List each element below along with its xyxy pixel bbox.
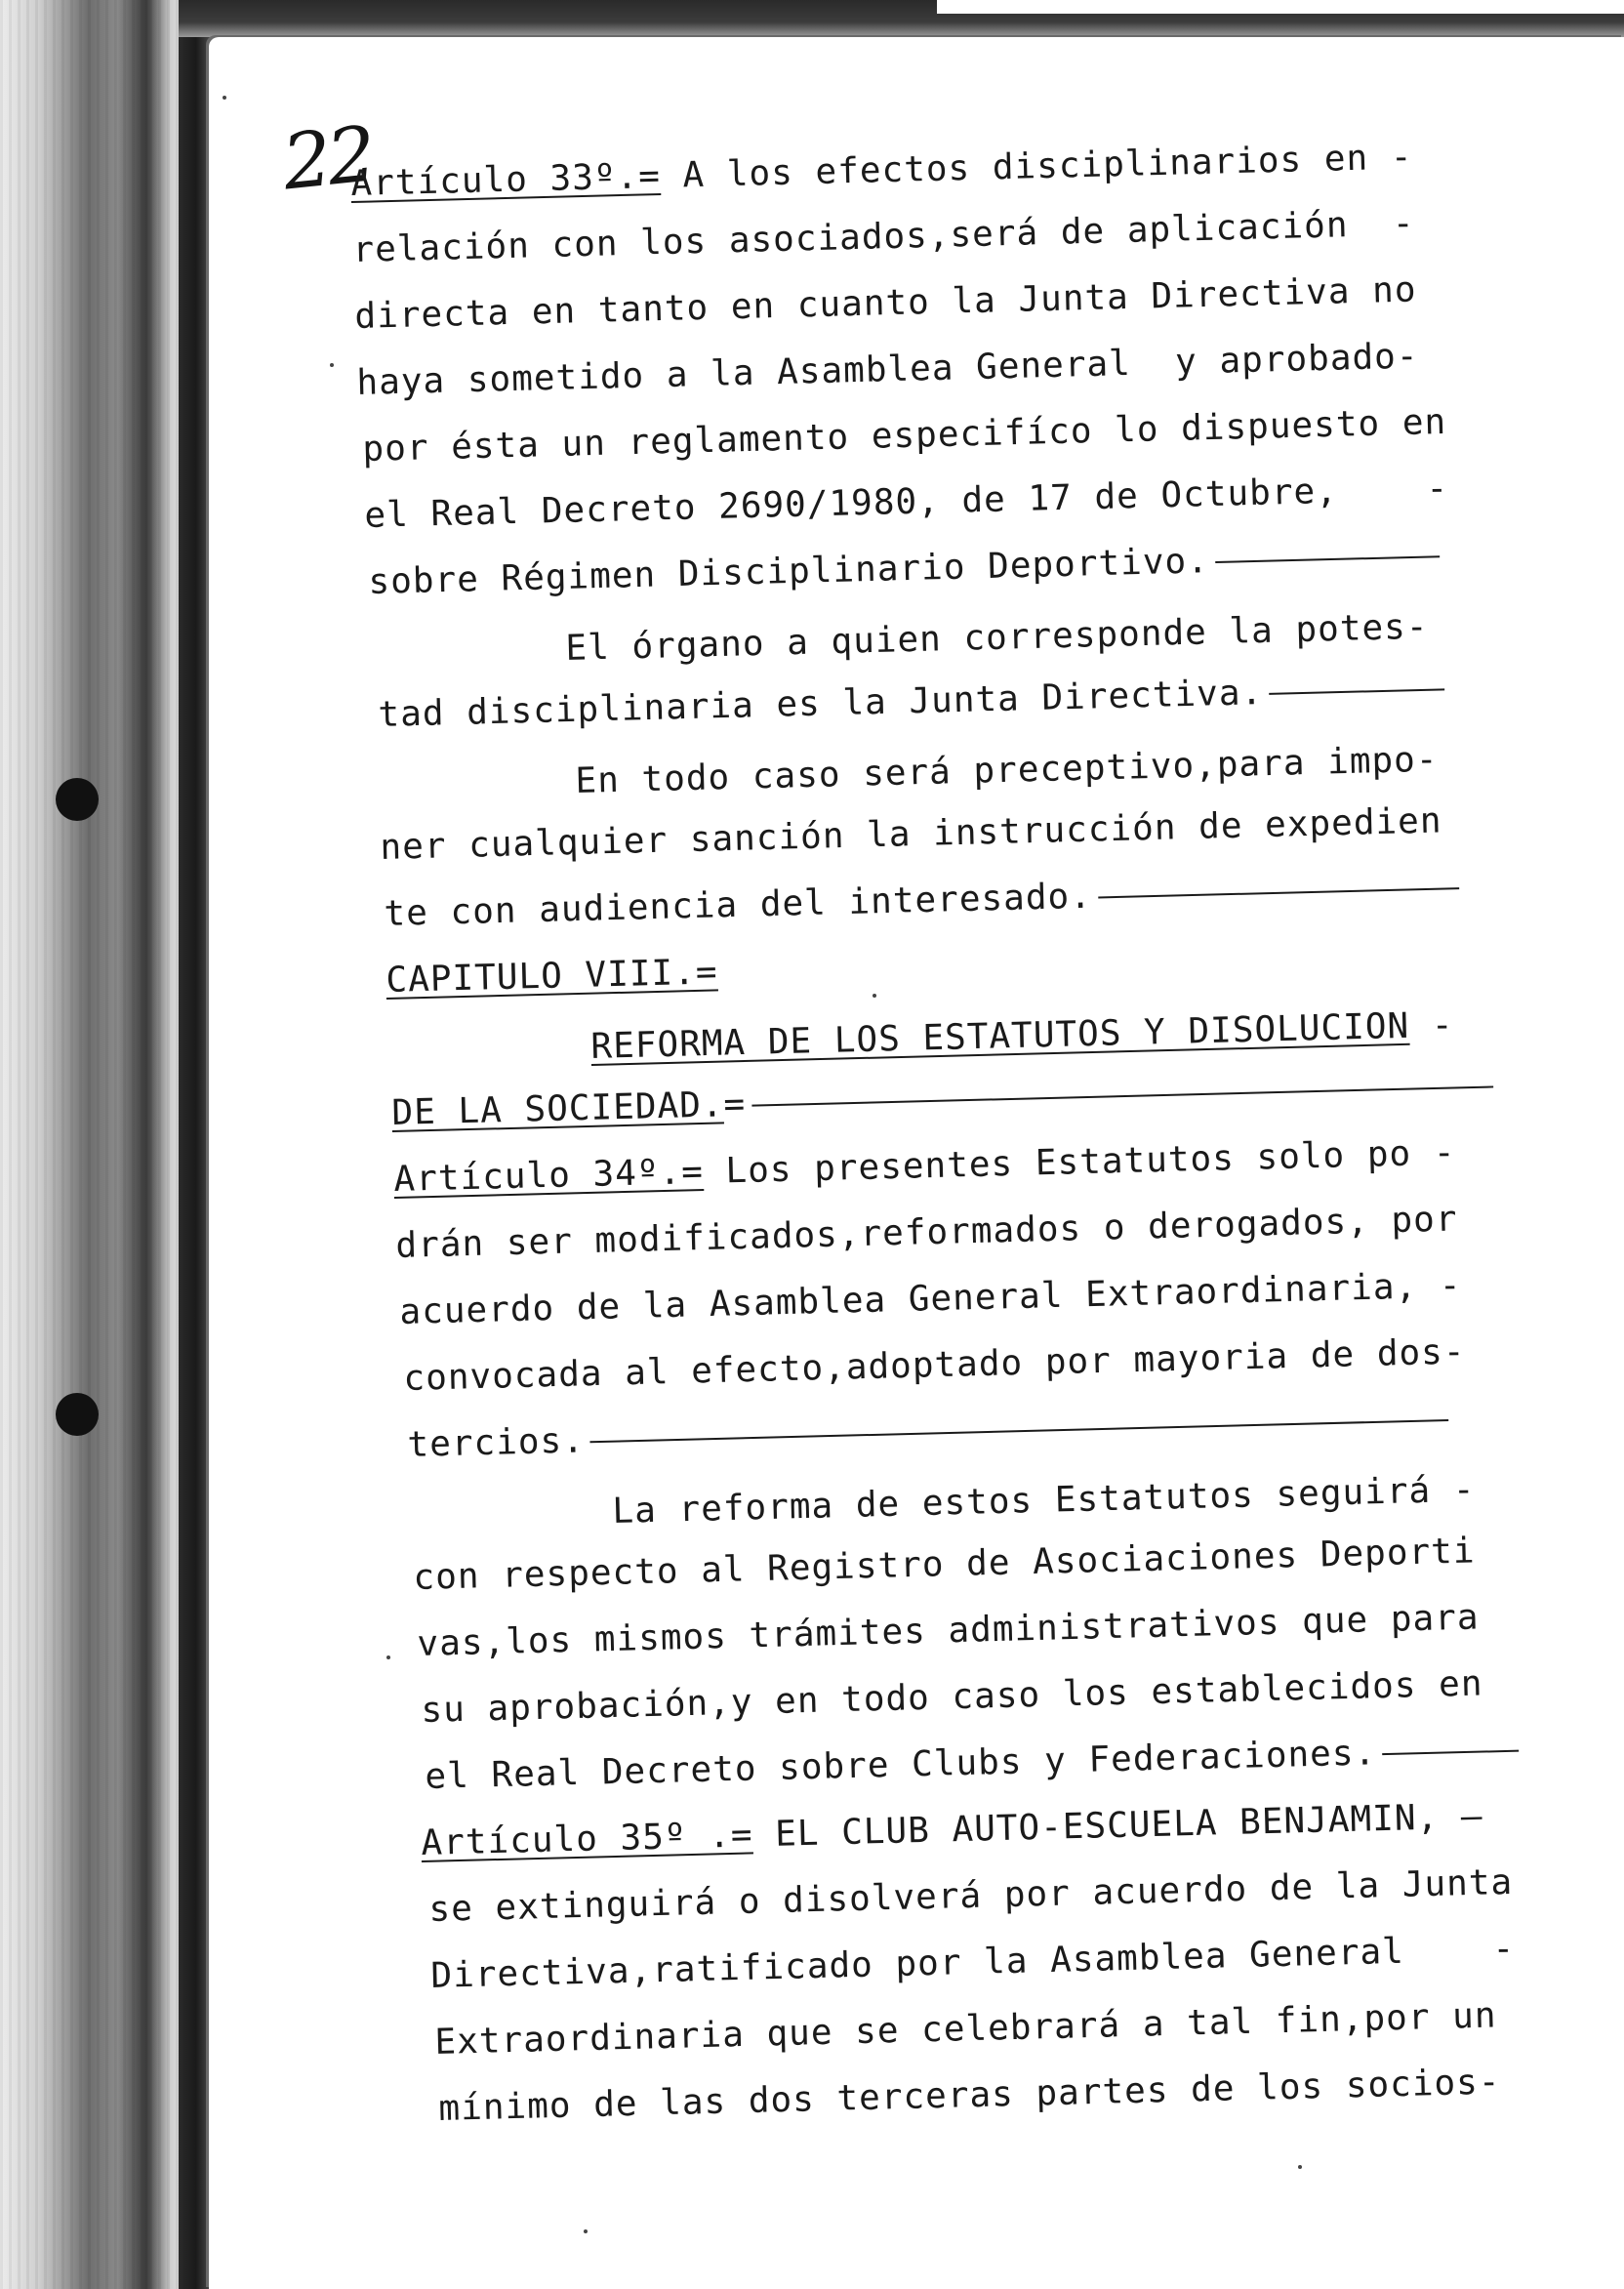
- speck: [223, 96, 226, 100]
- text-segment: convocada al efecto,adoptado por mayoria de dos-: [402, 1331, 1466, 1399]
- text-segment: Los presentes Estatutos solo po -: [703, 1132, 1457, 1192]
- handwritten-page-number: 22: [278, 110, 377, 208]
- text-segment: =: [722, 1083, 747, 1125]
- punch-hole-icon: [56, 1393, 99, 1436]
- text-segment: tercios.: [406, 1420, 586, 1465]
- text-segment: el Real Decreto sobre Clubs y Federaciones.: [424, 1733, 1377, 1797]
- text-segment: En todo caso será preceptivo,para impo-: [574, 739, 1439, 801]
- text-segment: ner cualquier sanción la instrucción de expedien: [379, 800, 1442, 868]
- text-segment: se extinguirá o disolverá por acuerdo de la Junta: [427, 1861, 1514, 1930]
- page-top-edge-gap: [937, 0, 1624, 14]
- hand-ruled-line: [590, 1419, 1449, 1443]
- speck: [330, 363, 334, 367]
- text-segment: su aprobación,y en todo caso los establecidos en: [420, 1663, 1483, 1731]
- text-segment: por ésta un reglamento especifíco lo dispuesto en: [361, 401, 1447, 470]
- underlined-heading: Artículo 33º.=: [349, 155, 662, 204]
- text-line: [386, 952, 718, 1001]
- text-segment: vas,los mismos trámites administrativos que para: [416, 1597, 1480, 1664]
- underlined-heading: Artículo 34º.=: [392, 1151, 705, 1200]
- text-segment: directa en tanto en cuanto la Junta Directiva no: [353, 269, 1417, 337]
- hand-ruled-line: [1382, 1750, 1519, 1756]
- text-segment: El órgano a quien corresponde la potes-: [564, 606, 1429, 669]
- text-segment: EL CLUB AUTO-ESCUELA BENJAMIN, —: [751, 1796, 1484, 1856]
- text-segment: sobre Régimen Disciplinario Deportivo.: [367, 541, 1210, 602]
- text-segment: relación con los asociados,será de aplicación -: [351, 203, 1415, 270]
- punch-hole-icon: [56, 778, 99, 821]
- text-segment: tad disciplinaria es la Junta Directiva.: [377, 673, 1264, 735]
- text-segment: drán ser modificados,reformados o derogados, por: [394, 1199, 1458, 1266]
- underlined-heading: REFORMA DE LOS ESTATUTOS Y DISOLUCION: [589, 1005, 1410, 1067]
- text-segment: Extraordinaria que se celebrará a tal fin,por un: [433, 1995, 1497, 2063]
- text-segment: haya sometido a la Asamblea General y aprobado-: [355, 336, 1419, 403]
- text-segment: A los efectos disciplinarios en -: [660, 137, 1414, 196]
- text-segment: mínimo de las dos terceras partes de los socios-: [437, 2062, 1501, 2129]
- speck: [386, 1655, 390, 1659]
- underlined-heading: DE LA SOCIEDAD.: [390, 1084, 725, 1133]
- text-segment: -: [1408, 1004, 1455, 1046]
- hand-ruled-line: [1269, 688, 1444, 695]
- speck: [584, 2229, 588, 2233]
- hand-ruled-line: [751, 1085, 1493, 1106]
- underlined-heading: CAPITULO VIII.=: [385, 952, 719, 1001]
- underlined-heading: Artículo 35º .=: [420, 1815, 754, 1863]
- text-segment: te con audiencia del interesado.: [383, 876, 1093, 934]
- text-segment: Directiva,ratificado por la Asamblea General -: [429, 1928, 1516, 1996]
- text-segment: con respecto al Registro de Asociaciones Deporti: [412, 1531, 1476, 1598]
- text-segment: La reforma de estos Estatutos seguirá -: [611, 1469, 1476, 1532]
- text-segment: acuerdo de la Asamblea General Extraordinaria, -: [398, 1265, 1462, 1332]
- hand-ruled-line: [1215, 555, 1440, 563]
- hand-ruled-line: [1098, 887, 1459, 898]
- speck: [1298, 2165, 1302, 2169]
- speck: [873, 994, 876, 998]
- text-segment: el Real Decreto 2690/1980, de 17 de Octubre, -: [363, 468, 1449, 536]
